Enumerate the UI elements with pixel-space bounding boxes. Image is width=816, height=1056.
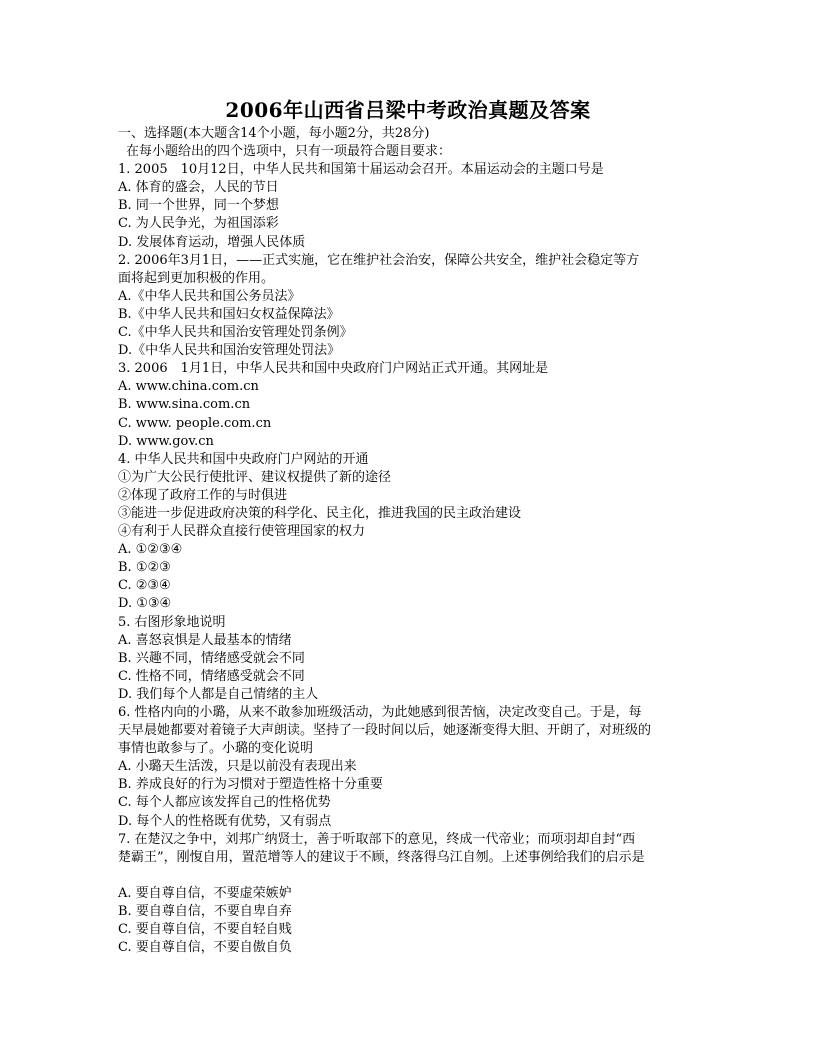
section-heading: 一、选择题(本大题含14个小题，每小题2分，共28分) <box>118 126 430 141</box>
question-3 <box>118 360 698 450</box>
question-stem-line: 4. 中华人民共和国中央政府门户网站的开通 <box>118 451 369 467</box>
option-c: C. 要自尊自信，不要自轻自贱 <box>118 922 292 938</box>
option-c: C. www. people.com.cn <box>118 415 272 431</box>
option-d: D.《中华人民共和国治安管理处罚法》 <box>118 343 341 359</box>
option-a: A.《中华人民共和国公务员法》 <box>118 288 301 304</box>
blank-line <box>118 867 698 885</box>
option-d: D. 每个人的性格既有优势，又有弱点 <box>118 813 332 829</box>
option-c: C. 每个人都应该发挥自己的性格优势 <box>118 795 331 811</box>
question-stem-line: 天早晨她都要对着镜子大声朗读。坚持了一段时间以后，她逐渐变得大胆、开朗了，对班级的 <box>118 723 652 739</box>
option-c: C.《中华人民共和国治安管理处罚条例》 <box>118 325 353 341</box>
option-a: A. ①②③④ <box>118 542 183 558</box>
question-4 <box>118 451 698 614</box>
option-c: C. ②③④ <box>118 578 171 594</box>
option-a: A. 要自尊自信，不要虚荣嫉妒 <box>118 885 292 901</box>
option-b: B. 兴趣不同，情绪感受就会不同 <box>118 650 305 666</box>
question-stem-line: 7. 在楚汉之争中，刘邦广纳贤士，善于听取部下的意见，终成一代帝业；而项羽却自封“西 <box>118 831 636 847</box>
statement-1: ①为广大公民行使批评、建议权提供了新的途径 <box>118 469 392 485</box>
question-stem-line: 3. 2006 1月1日，中华人民共和国中央政府门户网站正式开通。其网址是 <box>118 361 549 377</box>
statement-2: ②体现了政府工作的与时俱进 <box>118 487 288 503</box>
option-d: D. 我们每个人都是自己情绪的主人 <box>118 686 319 702</box>
option-b: B. 同一个世界，同一个梦想 <box>118 198 279 214</box>
option-b: B.《中华人民共和国妇女权益保障法》 <box>118 306 340 322</box>
option-c: C. 为人民争光，为祖国添彩 <box>118 216 279 232</box>
document-title: 2006年山西省吕梁中考政治真题及答案 <box>225 98 591 122</box>
document-body <box>118 125 698 957</box>
option-b: B. www.sina.com.cn <box>118 397 251 413</box>
option-b: B. 要自尊自信，不要自卑自弃 <box>118 903 292 919</box>
question-1 <box>118 161 698 251</box>
option-d: D. ①③④ <box>118 596 172 612</box>
instruction-text: 在每小题给出的四个选项中，只有一项最符合题目要求： <box>126 144 452 160</box>
option-a: A. 小璐天生活泼，只是以前没有表现出来 <box>118 759 357 775</box>
question-stem-line: 1. 2005 10月12日，中华人民共和国第十届运动会召开。本届运动会的主题口号是 <box>118 162 604 178</box>
question-stem-line: 5. 右图形象地说明 <box>118 614 226 630</box>
question-stem-line: 6. 性格内向的小璐，从来不敢参加班级活动，为此她感到很苦恼，决定改变自己。于是，每 <box>118 705 642 720</box>
question-2 <box>118 252 698 361</box>
option-d: D. 发展体育运动，增强人民体质 <box>118 234 306 250</box>
question-stem-line: 2. 2006年3月1日，——正式实施，它在维护社会治安，保障公共安全，维护社会稳定等方 <box>118 252 640 268</box>
question-stem-line: 事情也敢参与了。小璐的变化说明 <box>118 741 314 757</box>
statement-3: ③能进一步促进政府决策的科学化、民主化，推进我国的民主政治建设 <box>118 505 522 521</box>
question-stem-line: 面将起到更加积极的作用。 <box>118 270 275 286</box>
option-a: A. 喜怒哀惧是人最基本的情绪 <box>118 632 292 648</box>
question-5 <box>118 614 698 704</box>
option-d: C. 要自尊自信，不要自傲自负 <box>118 940 292 956</box>
option-b: B. ①②③ <box>118 560 171 576</box>
option-a: A. www.china.com.cn <box>118 379 259 395</box>
statement-4: ④有利于人民群众直接行使管理国家的权力 <box>118 524 366 540</box>
option-b: B. 养成良好的行为习惯对于塑造性格十分重要 <box>118 777 383 793</box>
question-6 <box>118 704 698 831</box>
question-7 <box>118 831 698 958</box>
option-c: C. 性格不同，情绪感受就会不同 <box>118 668 305 684</box>
option-a: A. 体育的盛会，人民的节日 <box>118 180 279 196</box>
question-stem-line: 楚霸王”，刚愎自用，置范增等人的建议于不顾，终落得乌江自刎。上述事例给我们的启示是 <box>118 849 645 865</box>
option-d: D. www.gov.cn <box>118 433 214 449</box>
